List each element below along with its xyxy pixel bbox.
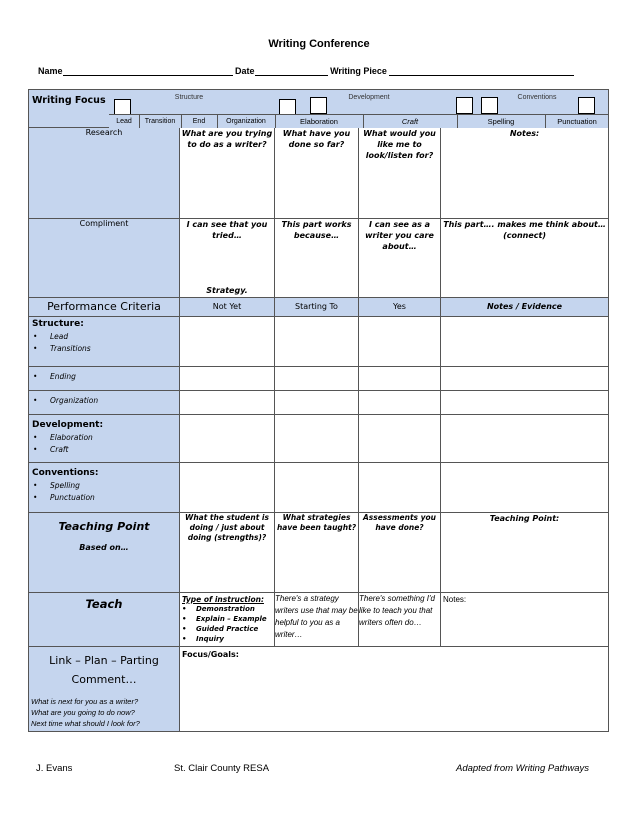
date-label: Date (235, 66, 255, 76)
teaching-point-cell (29, 513, 180, 593)
cell-starting[interactable] (275, 415, 359, 463)
cell-evidence[interactable] (441, 463, 609, 513)
research-notes[interactable]: Notes: (441, 128, 609, 219)
tp-q2: What strategies have been taught? (275, 513, 359, 593)
footer-source: Adapted from Writing Pathways (456, 763, 590, 774)
cell-not-yet[interactable] (180, 317, 275, 367)
focus-checkbox-conventions-a[interactable] (481, 97, 498, 114)
teach-notes[interactable]: Notes: (441, 593, 609, 647)
research-label: Research (29, 128, 180, 219)
not-yet-header: Not Yet (180, 298, 275, 317)
starting-to-header: Starting To (275, 298, 359, 317)
writing-piece-label: Writing Piece (330, 66, 387, 76)
research-q1: What are you trying to do as a writer? (180, 128, 275, 219)
type-demonstration: • Demonstration (182, 605, 255, 613)
cell-yes[interactable] (359, 463, 441, 513)
research-q2: What have you done so far? (275, 128, 359, 219)
date-field[interactable] (255, 66, 328, 76)
focus-group-conventions: Conventions (517, 94, 557, 101)
focus-group-structure: Structure (174, 94, 204, 101)
cell-starting[interactable] (275, 463, 359, 513)
conventions-group (29, 463, 180, 513)
type-of-instruction: Type of instruction: (182, 595, 264, 604)
focus-checkbox-conventions-b[interactable] (578, 97, 595, 114)
type-inquiry: • Inquiry (182, 635, 224, 643)
bullet-spelling: • Spelling (33, 481, 80, 490)
cell-starting[interactable] (275, 317, 359, 367)
focus-goals[interactable]: Focus/Goals: (180, 647, 609, 732)
type-guided-practice: • Guided Practice (182, 625, 259, 633)
cell-not-yet[interactable] (180, 367, 275, 391)
type-explain-example: • Explain – Example (182, 615, 267, 623)
footer-org: St. Clair County RESA (174, 763, 270, 774)
cell-yes[interactable] (359, 317, 441, 367)
compliment-label: Compliment (29, 219, 180, 298)
structure-label: Structure: (32, 319, 84, 329)
teaching-point-label: Teaching Point (58, 520, 150, 533)
link-label: Link – Plan – Parting Comment… (49, 654, 159, 686)
focus-group-development: Development (348, 94, 390, 101)
writing-piece-field[interactable] (389, 66, 574, 76)
focus-sub-punctuation: Punctuation (557, 117, 597, 126)
cell-evidence[interactable] (441, 391, 609, 415)
development-group (29, 415, 180, 463)
cell-yes[interactable] (359, 367, 441, 391)
link-questions (31, 696, 140, 729)
compliment-strategy: Strategy. (206, 286, 248, 295)
focus-sub-transition: Transition (139, 115, 182, 128)
conventions-label: Conventions: (32, 468, 99, 478)
criteria-row-development (29, 415, 609, 463)
name-label: Name (38, 66, 63, 76)
bullet-lead: • Lead (33, 332, 69, 341)
focus-checkbox-development-a[interactable] (310, 97, 327, 114)
focus-sub-lead: Lead (109, 115, 140, 128)
bullet-elaboration: • Elaboration (33, 433, 93, 442)
teach-row (29, 593, 609, 647)
compliment-c2: This part works because… (275, 219, 359, 298)
compliment-row (29, 219, 609, 298)
criteria-row-ending (29, 367, 609, 391)
focus-sub-organization: Organization (217, 115, 276, 128)
writing-focus-label: Writing Focus (32, 95, 106, 106)
criteria-row-organization (29, 391, 609, 415)
ending-cell (29, 367, 180, 391)
compliment-c1 (180, 219, 275, 298)
focus-sub-end: End (181, 115, 218, 128)
compliment-c3: I can see as a writer you care about… (359, 219, 441, 298)
notes-evidence-header: Notes / Evidence (441, 298, 609, 317)
header-fields (38, 66, 574, 76)
page-title: Writing Conference (268, 38, 370, 50)
tp-q1: What the student is doing / just about doing (strengths)? (180, 513, 275, 593)
cell-yes[interactable] (359, 415, 441, 463)
cell-evidence[interactable] (441, 367, 609, 391)
bullet-punctuation: • Punctuation (33, 493, 95, 502)
focus-sub-craft: Craft (363, 115, 458, 128)
writing-focus-row (29, 90, 609, 128)
compliment-c1-text: I can see that you tried… (186, 220, 268, 240)
cell-not-yet[interactable] (180, 415, 275, 463)
criteria-row-conventions (29, 463, 609, 513)
teach-t3: There's something I'd like to teach you that writers often do… (359, 593, 441, 647)
cell-evidence[interactable] (441, 317, 609, 367)
cell-starting[interactable] (275, 391, 359, 415)
link-q3: Next time what should I look for? (31, 719, 140, 728)
cell-yes[interactable] (359, 391, 441, 415)
link-q1: What is next for you as a writer? (31, 697, 139, 706)
bullet-transitions: • Transitions (33, 344, 91, 353)
research-q3: What would you like me to look/listen for? (359, 128, 441, 219)
teach-label: Teach (29, 593, 180, 647)
cell-evidence[interactable] (441, 415, 609, 463)
performance-header-row (29, 298, 609, 317)
development-label: Development: (32, 420, 104, 430)
bullet-ending: • Ending (33, 372, 76, 381)
cell-starting[interactable] (275, 367, 359, 391)
focus-sub-spelling: Spelling (457, 115, 546, 128)
name-field[interactable] (63, 66, 233, 76)
research-row (29, 128, 609, 219)
focus-subheader (109, 114, 608, 128)
footer-author: J. Evans (36, 763, 73, 774)
tp-q4[interactable]: Teaching Point: (441, 513, 609, 593)
focus-checkbox-development-b[interactable] (456, 97, 473, 114)
focus-sub-elaboration: Elaboration (275, 115, 364, 128)
structure-group (29, 317, 180, 367)
cell-not-yet[interactable] (180, 391, 275, 415)
link-row (29, 647, 609, 732)
based-on-label: Based on… (79, 543, 129, 552)
bullet-organization: • Organization (33, 396, 99, 405)
link-q2: What are you going to do now? (31, 708, 135, 717)
teach-t2: There's a strategy writers use that may be helpful to you as a writer… (275, 593, 359, 647)
performance-criteria-label: Performance Criteria (29, 298, 180, 317)
organization-cell (29, 391, 180, 415)
cell-not-yet[interactable] (180, 463, 275, 513)
teach-types (180, 593, 275, 647)
bullet-craft: • Craft (33, 445, 69, 454)
tp-q3: Assessments you have done? (359, 513, 441, 593)
compliment-c4: This part…. makes me think about…(connect) (441, 219, 609, 298)
link-cell (29, 647, 180, 732)
conference-table (28, 89, 609, 732)
yes-header: Yes (359, 298, 441, 317)
criteria-row-structure-lead (29, 317, 609, 367)
teaching-point-row (29, 513, 609, 593)
